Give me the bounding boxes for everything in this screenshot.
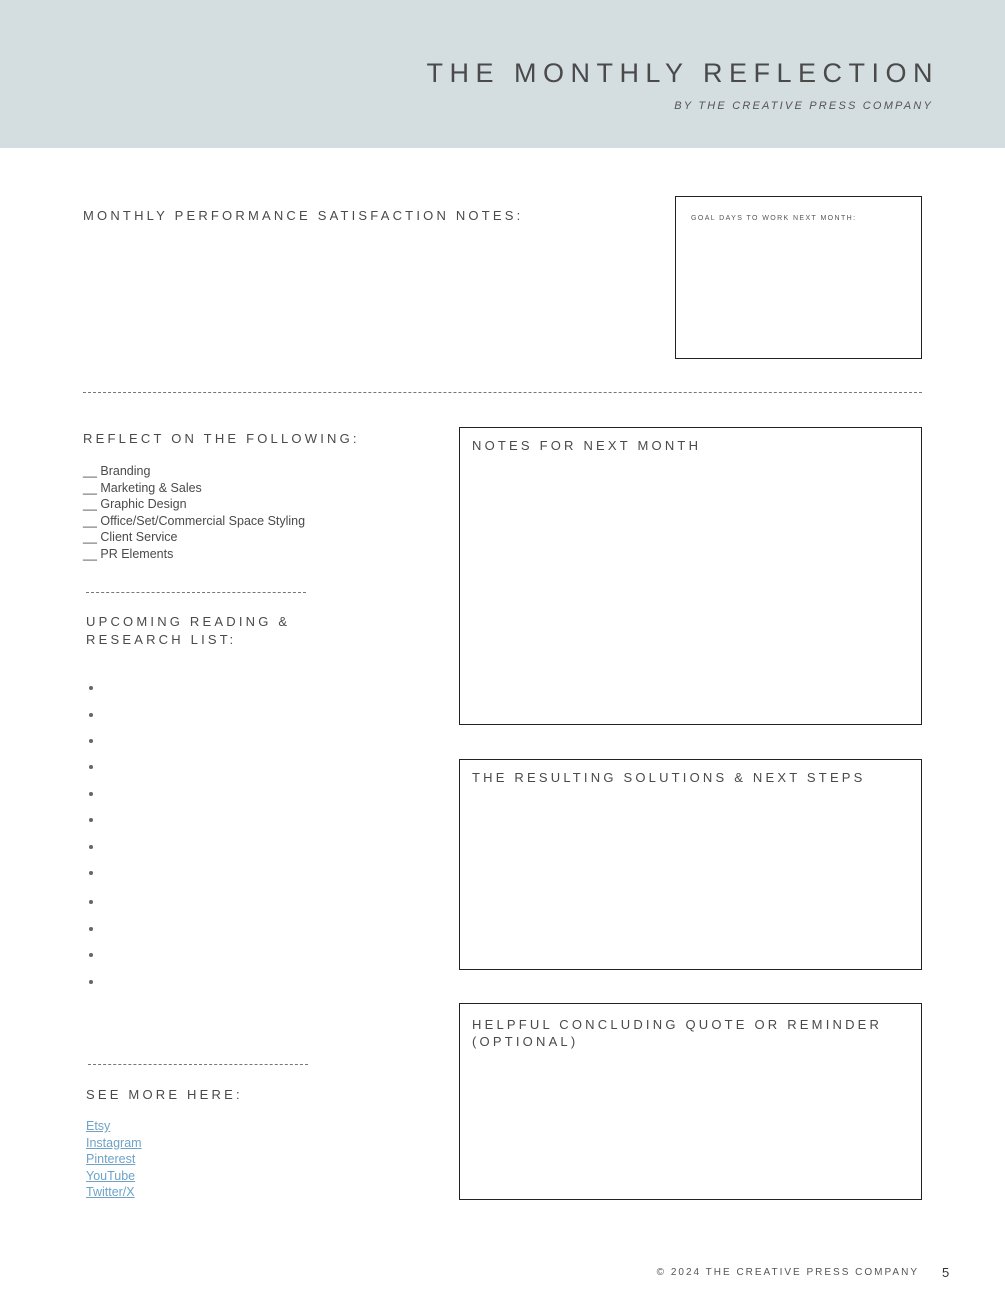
page-number: 5 — [942, 1265, 950, 1280]
performance-notes-label: MONTHLY PERFORMANCE SATISFACTION NOTES: — [83, 208, 524, 223]
see-more-divider — [88, 1064, 308, 1065]
pinterest-link[interactable]: Pinterest — [86, 1152, 136, 1166]
notes-next-month-box[interactable] — [459, 427, 922, 725]
quote-title-line1: HELPFUL CONCLUDING QUOTE OR REMINDER — [472, 1017, 883, 1032]
reading-bullet — [89, 900, 93, 904]
reading-bullet — [89, 765, 93, 769]
reading-bullet — [89, 713, 93, 717]
solutions-title: THE RESULTING SOLUTIONS & NEXT STEPS — [472, 770, 866, 785]
section-divider — [83, 392, 922, 393]
footer-copyright: © 2024 THE CREATIVE PRESS COMPANY — [656, 1267, 919, 1278]
reading-list-label-line2: RESEARCH LIST: — [86, 632, 237, 647]
reading-bullet — [89, 927, 93, 931]
reading-bullet — [89, 818, 93, 822]
reflect-label: REFLECT ON THE FOLLOWING: — [83, 431, 360, 446]
page-title: THE MONTHLY REFLECTION — [426, 58, 939, 88]
twitter-link[interactable]: Twitter/X — [86, 1185, 135, 1199]
youtube-link[interactable]: YouTube — [86, 1168, 136, 1183]
reflect-checklist — [83, 463, 305, 562]
social-links — [86, 1118, 142, 1201]
quote-box[interactable] — [459, 1003, 922, 1200]
reading-bullet — [89, 980, 93, 984]
header-band — [0, 0, 1005, 148]
reading-bullet — [89, 792, 93, 796]
instagram-link[interactable]: Instagram — [86, 1135, 142, 1150]
reading-list-label-line1: UPCOMING READING & — [86, 614, 291, 629]
checklist-item: __ Client Service — [83, 530, 178, 544]
etsy-link[interactable]: Etsy — [86, 1119, 111, 1133]
quote-title — [472, 1016, 882, 1050]
checklist-item: __ Graphic Design — [83, 497, 187, 511]
reflect-divider — [86, 592, 306, 593]
goal-days-label: GOAL DAYS TO WORK NEXT MONTH: — [691, 215, 857, 222]
reading-bullet — [89, 871, 93, 875]
quote-title-line2: (OPTIONAL) — [472, 1034, 579, 1049]
notes-next-month-title: NOTES FOR NEXT MONTH — [472, 438, 702, 453]
see-more-label: SEE MORE HERE: — [86, 1087, 243, 1102]
checklist-item: __ Office/Set/Commercial Space Styling — [83, 513, 306, 528]
reading-bullet — [89, 845, 93, 849]
goal-days-box[interactable] — [675, 196, 922, 359]
reading-list-bullets — [86, 0, 106, 1301]
checklist-item: __ Marketing & Sales — [83, 480, 202, 495]
checklist-item: __ Branding — [83, 464, 151, 478]
page-subtitle: BY THE CREATIVE PRESS COMPANY — [674, 100, 933, 112]
solutions-box[interactable] — [459, 759, 922, 970]
reading-bullet — [89, 686, 93, 690]
checklist-item: __ PR Elements — [83, 546, 174, 561]
reading-bullet — [89, 739, 93, 743]
reading-bullet — [89, 953, 93, 957]
